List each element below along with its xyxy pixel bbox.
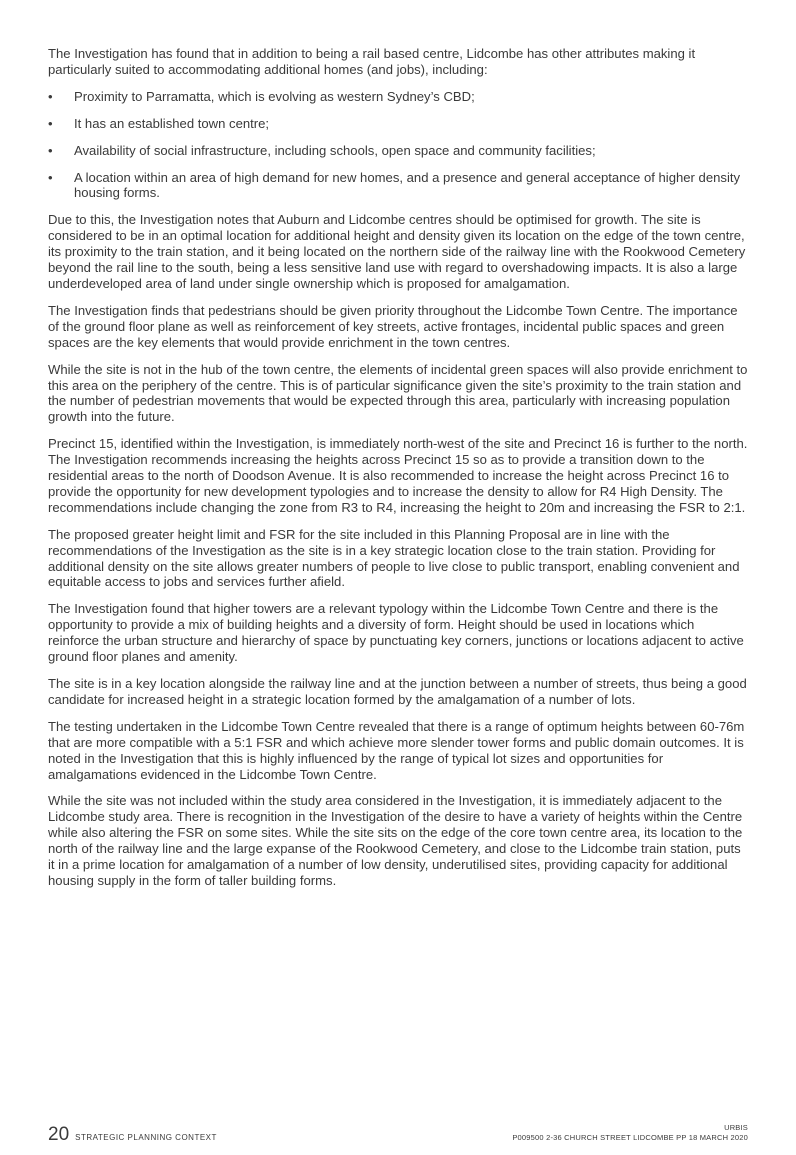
page-number: 20 — [48, 1124, 70, 1145]
company-name: URBIS — [724, 1123, 748, 1132]
body-paragraph: While the site is not in the hub of the town centre, the elements of incidental green spaces will also provide enrichment to this area on the periphery of the centre. This is of particular significance given the site’s proximity to the train station and the number of pedestrian movements that would be expected through this area, particularly with increasing population growth into the future. — [48, 361, 748, 425]
body-paragraph: Precinct 15, identified within the Investigation, is immediately north-west of the site and Precinct 16 is further to the north. The Investigation recommends increasing the heights across Precinct 15 so as to provide a transition down to the residential areas to the north of Doodson Avenue. It is also recommended to increase the height across Precinct 16 to provide the opportunity for new development typologies and to increase the density to allow for R4 High Density. The recommendations include changing the zone from R3 to R4, increasing the height to 20m and increasing the FSR to 2:1. — [48, 436, 748, 515]
footer-left — [48, 1124, 217, 1146]
body-paragraph: The Investigation finds that pedestrians should be given priority throughout the Lidcombe Town Centre. The importance of the ground floor plane as well as reinforcement of key streets, active frontages, incidental public spaces and green spaces are the key elements that would provide enrichment in the town centres. — [48, 302, 738, 350]
list-item-text: Proximity to Parramatta, which is evolving as western Sydney’s CBD; — [74, 88, 475, 104]
bullet-icon: • — [48, 142, 53, 158]
list-item — [48, 116, 748, 132]
intro-paragraph: The Investigation has found that in addition to being a rail based centre, Lidcombe has other attributes making it particularly suited to accommodating additional homes (and jobs), including: — [48, 46, 696, 77]
bullet-icon: • — [48, 115, 53, 131]
body-paragraph: The site is in a key location alongside the railway line and at the junction between a number of streets, thus being a good candidate for increased height in a strategic location formed by the amalgamation of a number of lots. — [48, 676, 747, 707]
list-item — [48, 89, 748, 105]
body-paragraph: While the site was not included within the study area considered in the Investigation, it is immediately adjacent to the Lidcombe study area. There is recognition in the Investigation of the desire to have a variety of heights within the Centre while also altering the FSR on some sites. While the site sits on the edge of the core town centre area, its location to the north of the railway line and the large expanse of the Rookwood Cemetery, and close to the Lidcombe train station, puts it in a prime location for amalgamation of a number of low density, underutilised sites, providing capacity for additional housing supply in the form of taller building forms. — [48, 793, 743, 888]
list-item — [48, 170, 748, 202]
body-paragraph: The Investigation found that higher towers are a relevant typology within the Lidcombe Town Centre and there is the opportunity to provide a mix of building heights and a diversity of form. Height should be used in locations which reinforce the urban structure and hierarchy of space by punctuating key corners, junctions or locations adjacent to active ground floor planes and amenity. — [48, 601, 744, 665]
list-item — [48, 143, 748, 159]
section-name: STRATEGIC PLANNING CONTEXT — [75, 1133, 217, 1142]
list-item-text: Availability of social infrastructure, including schools, open space and community facilities; — [74, 142, 596, 158]
footer-right — [512, 1123, 748, 1143]
attributes-list — [48, 89, 748, 202]
bullet-icon: • — [48, 169, 53, 185]
list-item-text: It has an established town centre; — [74, 115, 270, 131]
document-reference: P009500 2-36 CHURCH STREET LIDCOMBE PP 18 MARCH 2020 — [512, 1133, 748, 1142]
body-content — [48, 46, 748, 900]
body-paragraph: Due to this, the Investigation notes that Auburn and Lidcombe centres should be optimised for growth. The site is considered to be in an optimal location for additional height and density given its location on the edge of the town centre, its proximity to the train station, and it being located on the northern side of the railway line with the Rookwood Cemetery beyond the rail line to the south, being a less sensitive land use with regard to overshadowing impacts. It is also a large underdeveloped area of land under single ownership which is proposed for amalgamation. — [48, 212, 746, 291]
body-paragraph: The testing undertaken in the Lidcombe Town Centre revealed that there is a range of optimum heights between 60-76m that are more compatible with a 5:1 FSR and which achieve more slender tower forms and public domain outcomes. It is noted in the Investigation that this is highly influenced by the range of typical lot sizes and opportunities for amalgamations evidenced in the Lidcombe Town Centre. — [48, 718, 745, 782]
body-paragraph: The proposed greater height limit and FSR for the site included in this Planning Proposal are in line with the recommendations of the Investigation as the site is in a key strategic location close to the train station. Providing for additional density on the site allows greater numbers of people to live close to public transport, enabling convenient and equitable access to jobs and services further afield. — [48, 526, 740, 590]
list-item-text: A location within an area of high demand for new homes, and a presence and general acceptance of higher density housing forms. — [74, 169, 741, 201]
bullet-icon: • — [48, 88, 53, 104]
